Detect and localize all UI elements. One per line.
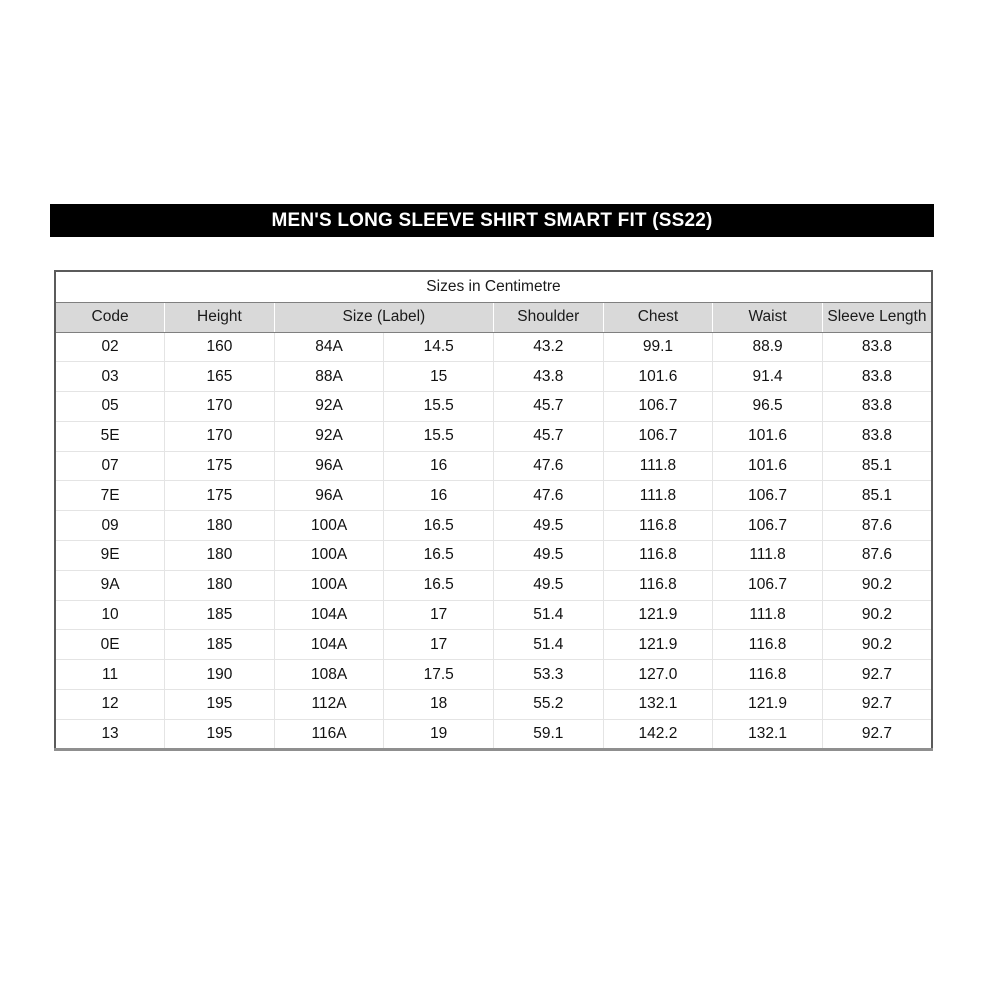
cell: 13 (55, 719, 165, 749)
cell: 16.5 (384, 570, 494, 600)
col-header-waist: Waist (713, 302, 823, 332)
caption-row (55, 271, 932, 302)
table-row (55, 690, 932, 720)
cell: 121.9 (713, 690, 823, 720)
cell: 15 (384, 362, 494, 392)
cell: 180 (165, 570, 275, 600)
cell: 111.8 (603, 451, 713, 481)
table-caption: Sizes in Centimetre (55, 271, 932, 302)
cell: 45.7 (494, 421, 604, 451)
cell: 51.4 (494, 630, 604, 660)
cell: 185 (165, 630, 275, 660)
cell: 90.2 (822, 570, 932, 600)
col-header-shoulder: Shoulder (494, 302, 604, 332)
cell: 92A (274, 421, 384, 451)
cell: 43.2 (494, 332, 604, 362)
cell: 15.5 (384, 392, 494, 422)
cell: 116.8 (713, 630, 823, 660)
cell: 116A (274, 719, 384, 749)
col-header-code: Code (55, 302, 165, 332)
cell: 116.8 (603, 570, 713, 600)
col-header-chest: Chest (603, 302, 713, 332)
cell: 106.7 (713, 511, 823, 541)
cell: 170 (165, 421, 275, 451)
cell: 49.5 (494, 541, 604, 571)
cell: 104A (274, 600, 384, 630)
cell: 17 (384, 600, 494, 630)
header-row (55, 302, 932, 332)
cell: 87.6 (822, 511, 932, 541)
cell: 16.5 (384, 511, 494, 541)
cell: 09 (55, 511, 165, 541)
table-row (55, 332, 932, 362)
cell: 100A (274, 570, 384, 600)
title-bar (50, 204, 934, 237)
cell: 132.1 (713, 719, 823, 749)
cell: 112A (274, 690, 384, 720)
cell: 5E (55, 421, 165, 451)
cell: 17.5 (384, 660, 494, 690)
cell: 47.6 (494, 451, 604, 481)
cell: 90.2 (822, 630, 932, 660)
cell: 84A (274, 332, 384, 362)
cell: 43.8 (494, 362, 604, 392)
cell: 12 (55, 690, 165, 720)
table-row (55, 541, 932, 571)
cell: 85.1 (822, 481, 932, 511)
cell: 195 (165, 690, 275, 720)
cell: 108A (274, 660, 384, 690)
cell: 83.8 (822, 421, 932, 451)
cell: 88.9 (713, 332, 823, 362)
cell: 165 (165, 362, 275, 392)
cell: 100A (274, 511, 384, 541)
cell: 83.8 (822, 392, 932, 422)
table-row (55, 392, 932, 422)
cell: 111.8 (603, 481, 713, 511)
cell: 92.7 (822, 690, 932, 720)
cell: 03 (55, 362, 165, 392)
table-row (55, 421, 932, 451)
cell: 02 (55, 332, 165, 362)
cell: 59.1 (494, 719, 604, 749)
col-header-sleeve-length: Sleeve Length (822, 302, 932, 332)
table-row (55, 570, 932, 600)
cell: 106.7 (713, 570, 823, 600)
cell: 55.2 (494, 690, 604, 720)
cell: 142.2 (603, 719, 713, 749)
cell: 101.6 (713, 421, 823, 451)
table-row (55, 511, 932, 541)
cell: 16 (384, 481, 494, 511)
cell: 17 (384, 630, 494, 660)
cell: 15.5 (384, 421, 494, 451)
cell: 91.4 (713, 362, 823, 392)
cell: 49.5 (494, 511, 604, 541)
cell: 111.8 (713, 541, 823, 571)
cell: 100A (274, 541, 384, 571)
cell: 101.6 (713, 451, 823, 481)
cell: 101.6 (603, 362, 713, 392)
cell: 9A (55, 570, 165, 600)
table-body (55, 332, 932, 749)
cell: 180 (165, 541, 275, 571)
cell: 88A (274, 362, 384, 392)
cell: 104A (274, 630, 384, 660)
cell: 83.8 (822, 362, 932, 392)
cell: 47.6 (494, 481, 604, 511)
title-text: MEN'S LONG SLEEVE SHIRT SMART FIT (SS22) (271, 209, 713, 231)
cell: 99.1 (603, 332, 713, 362)
cell: 92.7 (822, 660, 932, 690)
col-header-height: Height (165, 302, 275, 332)
size-chart-table (54, 270, 933, 751)
cell: 16.5 (384, 541, 494, 571)
cell: 170 (165, 392, 275, 422)
cell: 175 (165, 451, 275, 481)
cell: 185 (165, 600, 275, 630)
cell: 7E (55, 481, 165, 511)
cell: 87.6 (822, 541, 932, 571)
cell: 116.8 (603, 541, 713, 571)
cell: 07 (55, 451, 165, 481)
cell: 0E (55, 630, 165, 660)
cell: 106.7 (603, 421, 713, 451)
cell: 116.8 (713, 660, 823, 690)
cell: 51.4 (494, 600, 604, 630)
cell: 127.0 (603, 660, 713, 690)
cell: 18 (384, 690, 494, 720)
cell: 10 (55, 600, 165, 630)
col-header-size-label: Size (Label) (274, 302, 493, 332)
cell: 160 (165, 332, 275, 362)
cell: 14.5 (384, 332, 494, 362)
cell: 121.9 (603, 600, 713, 630)
cell: 190 (165, 660, 275, 690)
cell: 116.8 (603, 511, 713, 541)
cell: 132.1 (603, 690, 713, 720)
cell: 83.8 (822, 332, 932, 362)
cell: 121.9 (603, 630, 713, 660)
cell: 96.5 (713, 392, 823, 422)
cell: 106.7 (603, 392, 713, 422)
table-row (55, 660, 932, 690)
cell: 96A (274, 451, 384, 481)
table-row (55, 451, 932, 481)
cell: 53.3 (494, 660, 604, 690)
cell: 85.1 (822, 451, 932, 481)
cell: 05 (55, 392, 165, 422)
cell: 92.7 (822, 719, 932, 749)
cell: 111.8 (713, 600, 823, 630)
cell: 96A (274, 481, 384, 511)
table-row (55, 481, 932, 511)
cell: 19 (384, 719, 494, 749)
cell: 92A (274, 392, 384, 422)
cell: 49.5 (494, 570, 604, 600)
table-row (55, 719, 932, 749)
cell: 180 (165, 511, 275, 541)
cell: 175 (165, 481, 275, 511)
cell: 11 (55, 660, 165, 690)
table-row (55, 362, 932, 392)
cell: 9E (55, 541, 165, 571)
table-row (55, 630, 932, 660)
table-row (55, 600, 932, 630)
cell: 90.2 (822, 600, 932, 630)
cell: 195 (165, 719, 275, 749)
cell: 16 (384, 451, 494, 481)
cell: 45.7 (494, 392, 604, 422)
cell: 106.7 (713, 481, 823, 511)
